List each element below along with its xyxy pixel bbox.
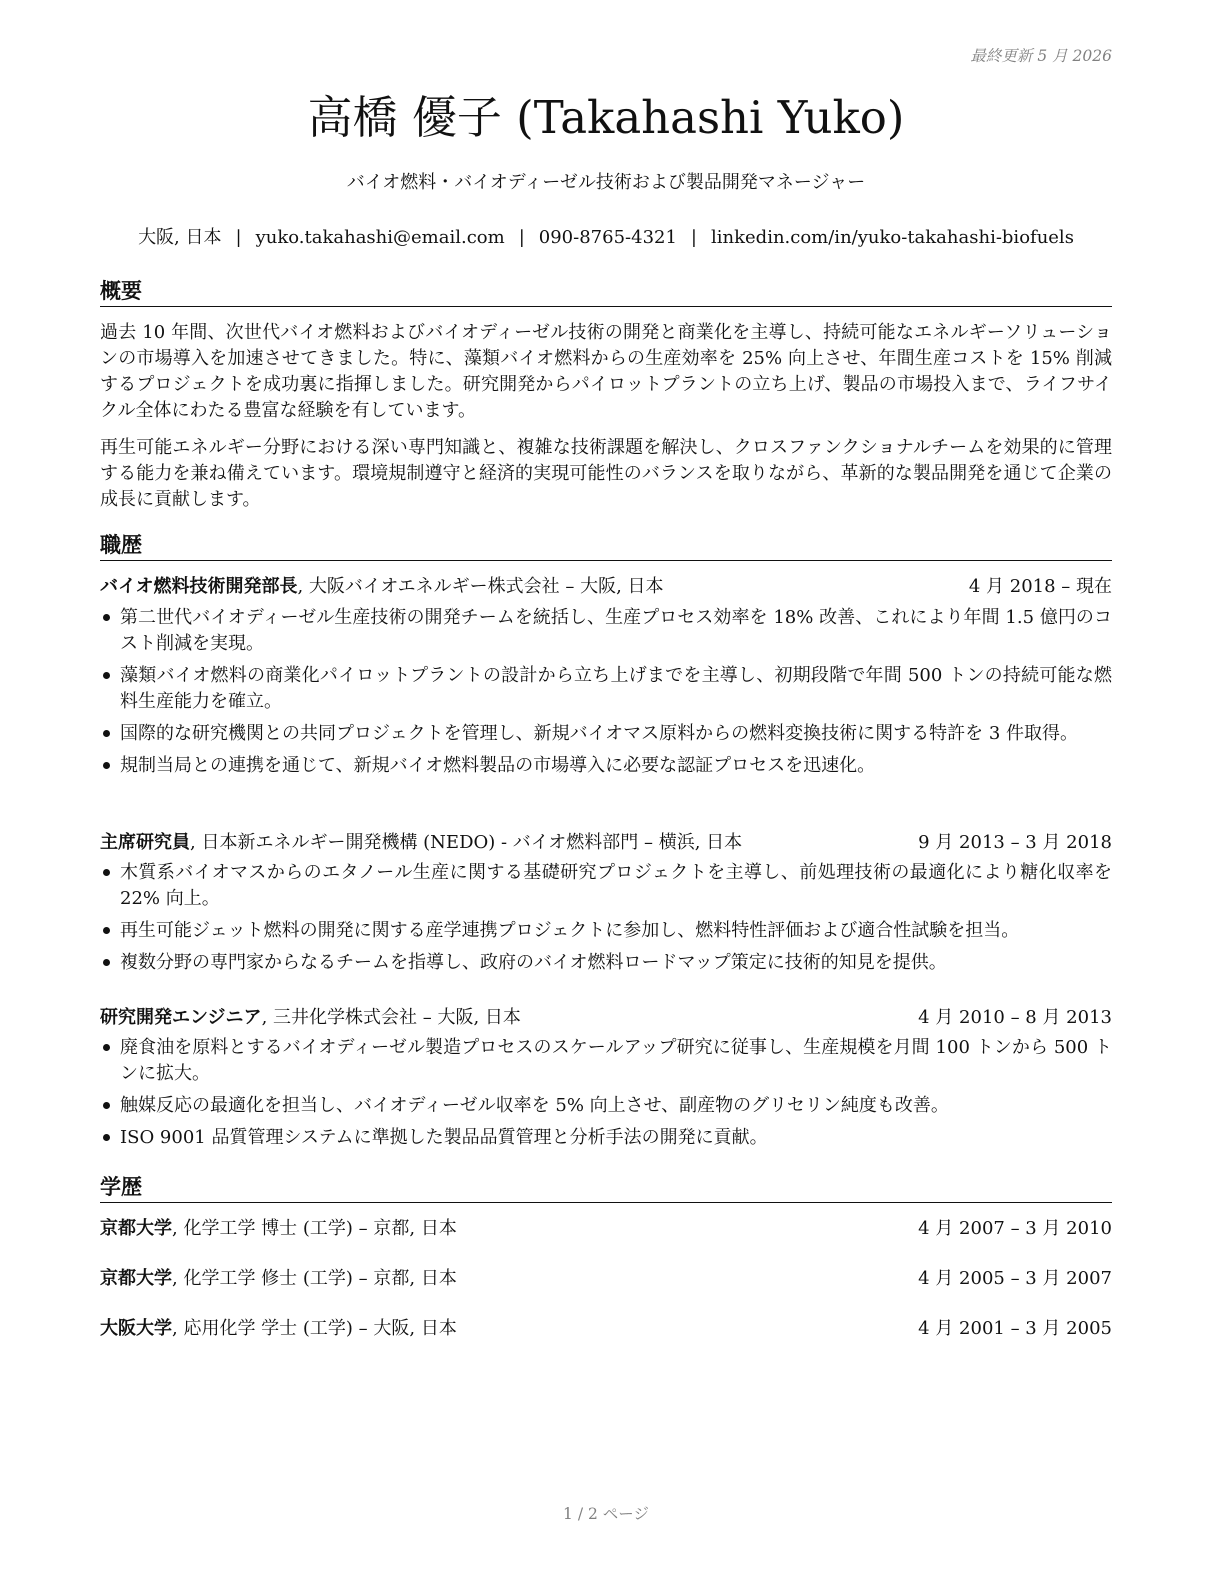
summary-heading: 概要 <box>100 277 1112 307</box>
list-item: 藻類バイオ燃料の商業化パイロットプラントの設計から立ち上げまでを主導し、初期段階で年間 500 トンの持続可能な燃料生産能力を確立。 <box>100 663 1112 715</box>
list-item: 木質系バイオマスからのエタノール生産に関する基礎研究プロジェクトを主導し、前処理技術の最適化により糖化収率を 22% 向上。 <box>100 860 1112 912</box>
summary-paragraph: 再生可能エネルギー分野における深い専門知識と、複雑な技術課題を解決し、クロスファンクショナルチームを効果的に管理する能力を兼ね備えています。環境規制遵守と経済的実現可能性のバランスを取りながら、革新的な製品開発を通じて企業の成長に貢献します。 <box>100 437 1112 510</box>
resume-page <box>100 0 1112 1584</box>
list-item: 廃食油を原料とするバイオディーゼル製造プロセスのスケールアップ研究に従事し、生産規模を月間 100 トンから 500 トンに拡大。 <box>100 1035 1112 1087</box>
education-row <box>100 1316 1112 1342</box>
job-header <box>100 830 1112 856</box>
education-dates: 4 月 2007 – 3 月 2010 <box>918 1218 1112 1239</box>
job-role: 研究開発エンジニア <box>100 1007 262 1028</box>
list-item: 国際的な研究機関との共同プロジェクトを管理し、新規バイオマス原料からの燃料変換技術に関する特許を 3 件取得。 <box>100 721 1112 747</box>
job-org: , 大阪バイオエネルギー株式会社 – 大阪, 日本 <box>297 576 664 597</box>
job-role: バイオ燃料技術開発部長 <box>100 576 298 597</box>
bullet-icon <box>103 1134 110 1141</box>
contact-line <box>100 224 1112 252</box>
degree-detail: , 化学工学 修士 (工学) – 京都, 日本 <box>172 1268 457 1289</box>
degree-detail: , 応用化学 学士 (工学) – 大阪, 日本 <box>172 1318 457 1339</box>
candidate-name: 高橋 優子 (Takahashi Yuko) <box>307 91 905 144</box>
list-item: 複数分野の専門家からなるチームを指導し、政府のバイオ燃料ロードマップ策定に技術的知見を提供。 <box>100 950 1112 976</box>
bullet-icon <box>103 762 110 769</box>
bullet-icon <box>103 1044 110 1051</box>
job-header <box>100 1005 1112 1031</box>
school-name: 京都大学 <box>100 1268 172 1289</box>
list-item: 第二世代バイオディーゼル生産技術の開発チームを統括し、生産プロセス効率を 18% 改善、これにより年間 1.5 億円のコスト削減を実現。 <box>100 605 1112 657</box>
contact-phone: 090-8765-4321 <box>538 227 677 248</box>
page-number: 1 / 2 ページ <box>563 1505 649 1523</box>
contact-linkedin[interactable]: linkedin.com/in/yuko-takahashi-biofuels <box>711 227 1074 248</box>
bullet-icon <box>103 927 110 934</box>
contact-separator: | <box>235 227 242 248</box>
job-bullets <box>100 860 1112 982</box>
job-org: , 日本新エネルギー開発機構 (NEDO) - バイオ燃料部門 – 横浜, 日本 <box>190 832 743 853</box>
job-dates: 9 月 2013 – 3 月 2018 <box>918 832 1112 853</box>
candidate-title: バイオ燃料・バイオディーゼル技術および製品開発マネージャー <box>346 172 866 193</box>
education-dates: 4 月 2005 – 3 月 2007 <box>918 1268 1112 1289</box>
job-org: , 三井化学株式会社 – 大阪, 日本 <box>261 1007 521 1028</box>
job-role: 主席研究員 <box>100 832 190 853</box>
education-heading: 学歴 <box>100 1173 1112 1203</box>
contact-email[interactable]: yuko.takahashi@email.com <box>255 227 505 248</box>
experience-heading: 職歴 <box>100 531 1112 561</box>
job-bullets <box>100 605 1112 785</box>
contact-location: 大阪, 日本 <box>138 227 222 248</box>
contact-separator: | <box>518 227 525 248</box>
list-item: ISO 9001 品質管理システムに準拠した製品品質管理と分析手法の開発に貢献。 <box>100 1125 1112 1151</box>
school-name: 大阪大学 <box>100 1318 172 1339</box>
degree-detail: , 化学工学 博士 (工学) – 京都, 日本 <box>172 1218 457 1239</box>
list-item: 規制当局との連携を通じて、新規バイオ燃料製品の市場導入に必要な認証プロセスを迅速化。 <box>100 753 1112 779</box>
bullet-icon <box>103 730 110 737</box>
education-dates: 4 月 2001 – 3 月 2005 <box>918 1318 1112 1339</box>
education-row <box>100 1216 1112 1242</box>
school-name: 京都大学 <box>100 1218 172 1239</box>
job-dates: 4 月 2018 – 現在 <box>968 576 1112 597</box>
bullet-icon <box>103 959 110 966</box>
job-bullets <box>100 1035 1112 1157</box>
list-item: 触媒反応の最適化を担当し、バイオディーゼル収率を 5% 向上させ、副産物のグリセリン純度も改善。 <box>100 1093 1112 1119</box>
bullet-icon <box>103 672 110 679</box>
job-header <box>100 574 1112 600</box>
bullet-icon <box>103 869 110 876</box>
bullet-icon <box>103 614 110 621</box>
last-updated: 最終更新 5 月 2026 <box>970 47 1112 65</box>
summary-paragraph: 過去 10 年間、次世代バイオ燃料およびバイオディーゼル技術の開発と商業化を主導し、持続可能なエネルギーソリューションの市場導入を加速させてきました。特に、藻類バイオ燃料からの生産効率を 25% 向上させ、年間生産コストを 15% 削減するプロジェクトを成功裏に指揮しました。研究開発からパイロットプラントの立ち上げ、製品の市場投入まで、ライフサイクル全体にわたる豊富な経験を有しています。 <box>100 322 1112 421</box>
contact-separator: | <box>690 227 697 248</box>
list-item: 再生可能ジェット燃料の開発に関する産学連携プロジェクトに参加し、燃料特性評価および適合性試験を担当。 <box>100 918 1112 944</box>
job-dates: 4 月 2010 – 8 月 2013 <box>918 1007 1112 1028</box>
education-row <box>100 1266 1112 1292</box>
bullet-icon <box>103 1102 110 1109</box>
